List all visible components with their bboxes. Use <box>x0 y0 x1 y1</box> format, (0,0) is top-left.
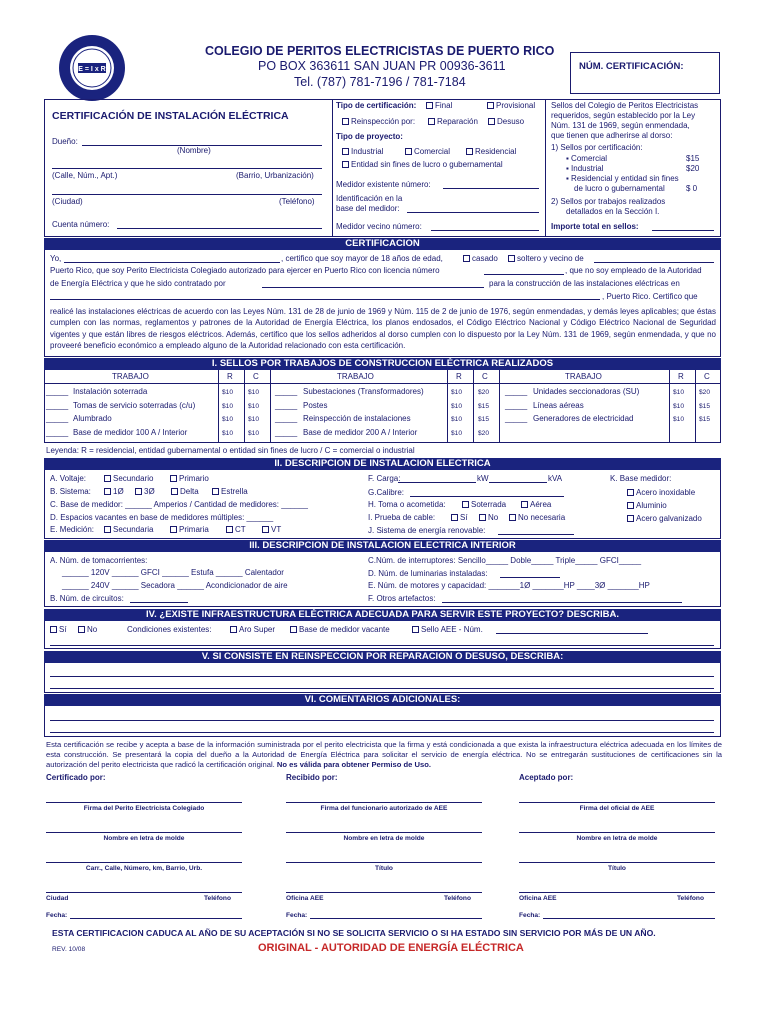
wye-label: Estrella <box>221 487 248 496</box>
cert-line3a: de Energía Eléctrica y que he sido contratado por <box>50 279 226 288</box>
work-item-c-price: $15 <box>478 416 490 423</box>
title-aee-official-field[interactable] <box>519 862 715 863</box>
work-item-r-price: $10 <box>451 389 463 396</box>
single-phase-checkbox[interactable] <box>104 488 111 495</box>
stamps-industrial: ▪ Industrial <box>566 164 604 173</box>
work-qty-field[interactable]: _____ <box>505 414 528 423</box>
final-label: Final <box>435 101 453 110</box>
contracted-by-field[interactable] <box>262 287 484 288</box>
work-item-r-price: $10 <box>451 402 463 410</box>
col3-c-header: C <box>704 372 710 381</box>
work-qty-field[interactable]: _____ <box>46 400 69 410</box>
print-name-aee-officer-field[interactable] <box>286 832 482 833</box>
delta-label: Delta <box>180 487 199 496</box>
renewable-field[interactable] <box>498 534 574 535</box>
accepted-by-label: Aceptado por: <box>519 773 574 782</box>
date-label: Fecha: <box>46 912 68 919</box>
gauge-field[interactable] <box>410 496 564 497</box>
reinspection-line-2[interactable] <box>50 688 714 689</box>
provisional-checkbox[interactable] <box>487 102 494 109</box>
stamps-residential-2: de lucro o gubernamental <box>574 184 665 193</box>
cert-body: realicé las instalaciones eléctricas de acuerdo con las Leyes Núm. 131 de 28 de junio de 1969 y Núm. 115 de 2 de junio de 1976, según enmendadas, y demás leyes aplicables; que éstas cumplen con las normas, reglamentos y patrones de la Autoridad de Energía Eléctrica, los planos endosados, el Código Eléctrico Nacional y Código Eléctrico Nacional de Seguridad vigentes y que están libres de riesgos eléctricos. Además, certifico que los sellos adheridos al dorso cumplen con lo dispuesto por la Ley Núm. 131 de 1969, según enmendada, y que no proveeré beneficio económico a empleado alguno de la Autoridad relacionado con esta certificación. <box>50 307 716 350</box>
primary-metering-label: Primaria <box>179 525 209 534</box>
motors-hp: HP <box>563 581 575 590</box>
voltage-label: A. Voltaje: <box>50 474 87 483</box>
reinspection-label: Reinspección por: <box>351 117 416 126</box>
phone-caption: (Teléfono) <box>279 197 315 206</box>
certification-heading: CERTIFICACION <box>44 238 721 250</box>
outlet-heater: Calentador <box>244 568 284 577</box>
stamps-line-4: que tienen que adherirse al dorso: <box>551 131 673 140</box>
aee-seal-checkbox[interactable] <box>412 626 419 633</box>
stamps-line-3: Núm. 131 de 1969, según enmendada, <box>551 121 690 130</box>
galvanized-checkbox[interactable] <box>627 515 634 522</box>
galvanized-label: Acero galvanizado <box>636 514 702 523</box>
print-name-aee-official-field[interactable] <box>519 832 715 833</box>
electrician-name-field[interactable] <box>64 262 280 263</box>
industrial-checkbox[interactable] <box>342 148 349 155</box>
repair-checkbox[interactable] <box>428 118 435 125</box>
kw-label: kW <box>477 474 489 483</box>
disclaimer-text: Esta certificación se recibe y acepta a base de la información suministrada por el perito electricista que la firma y está condicionada a que exista la infraestructura eléctrica adecuada en los límites de esta construcción. Se presentará la copia del dueño a la Autoridad de Energía Eléctrica para solicitar el servicio de energía eléctrica. No se entregarán sustituciones de certificaciones sin la autorización del perito electricista que radicó la certificación original. <box>46 740 722 769</box>
barrio-caption: (Barrio, Urbanización) <box>236 171 314 180</box>
meter-base-line: C. Base de medidor: ______ Amperios / Cantidad de medidores: ______ <box>50 500 308 509</box>
svg-text:E = I x R: E = I x R <box>78 66 106 73</box>
work-item-label: Tomas de servicio soterradas (c/u) <box>73 400 196 410</box>
cert-line4: , Puerto Rico. Certifico que <box>602 292 698 301</box>
location-field[interactable] <box>50 299 600 300</box>
work-item-r-price: $10 <box>222 389 234 396</box>
motors-3ph: 3Ø <box>594 581 606 590</box>
revision: REV. 10/08 <box>52 946 86 953</box>
work-item-r-price: $10 <box>451 416 463 423</box>
phone-caption: Teléfono <box>204 895 231 902</box>
circuits-field[interactable] <box>130 602 188 603</box>
comments-line-1[interactable] <box>50 720 714 721</box>
signature-perito-field[interactable] <box>46 802 242 803</box>
city-field[interactable] <box>52 194 322 195</box>
cable-test-yes-checkbox[interactable] <box>451 514 458 521</box>
section-3-heading: III. DESCRIPCION DE INSTALACION ELECTRICA INTERIOR <box>44 540 721 552</box>
outlet-ac: Acondicionador de aire <box>205 581 288 590</box>
existing-meter-field[interactable] <box>443 188 539 189</box>
original-copy-label: ORIGINAL - AUTORIDAD DE ENERGÍA ELÉCTRICA <box>258 942 524 954</box>
outlets-label: A. Núm. de tomacorrientes: <box>50 556 148 565</box>
underground-label: Soterrada <box>471 500 507 509</box>
work-item-label: Base de medidor 100 A / Interior <box>73 427 188 437</box>
expiry-notice: ESTA CERTIFICACION CADUCA AL AÑO DE SU ACEPTACIÓN SI NO SE SOLICITA SERVICIO O SI HA ESTADO SIN SERVICIO POR MÁS DE UN AÑO. <box>52 928 656 938</box>
reinspection-line-1[interactable] <box>50 676 714 677</box>
vt-label: VT <box>271 525 282 534</box>
neighbor-meter-field[interactable] <box>431 230 539 231</box>
col2-header: TRABAJO <box>337 372 374 381</box>
single-phase-label: 1Ø <box>113 487 124 496</box>
infra-no-label: No <box>87 625 98 634</box>
stamps-line-2: requeridos, según establecido por la Ley <box>551 111 696 120</box>
owner-name-caption: (Nombre) <box>177 146 211 155</box>
phone-caption: Teléfono <box>677 895 704 902</box>
stamps-residential-price: $ 0 <box>686 184 698 193</box>
work-item-c-price: $20 <box>478 389 490 396</box>
project-type-label: Tipo de proyecto: <box>336 132 403 141</box>
print-name-aee-official-caption: Nombre en letra de molde <box>576 835 658 842</box>
title-aee-officer-field[interactable] <box>286 862 482 863</box>
work-item-r-price: $10 <box>222 416 234 423</box>
org-tel: Tel. (787) 781-7196 / 781-7184 <box>294 75 466 89</box>
stamps-commercial-price: $15 <box>686 154 700 163</box>
three-phase-checkbox[interactable] <box>135 488 142 495</box>
section-6-heading: VI. COMENTARIOS ADICIONALES: <box>44 694 721 706</box>
work-qty-field[interactable]: _____ <box>275 414 298 423</box>
vacant-spaces-line: D. Espacios vacantes en base de medidores múltiples: ______ <box>50 513 274 522</box>
final-checkbox[interactable] <box>426 102 433 109</box>
secondary-metering-label: Secundaria <box>113 525 154 534</box>
nonprofit-checkbox[interactable] <box>342 161 349 168</box>
work-item-label: Unidades seccionadoras (SU) <box>533 387 640 396</box>
work-qty-field[interactable]: _____ <box>46 414 69 423</box>
col2-r-header: R <box>456 372 462 381</box>
col1-c-header: C <box>253 372 259 381</box>
motors-1ph: 1Ø <box>519 581 531 590</box>
work-item-r-price: $10 <box>222 402 234 410</box>
outlet-120v: 120V <box>90 568 110 577</box>
other-appliances-label: F. Otros artefactos: <box>368 594 436 603</box>
aro-super-checkbox[interactable] <box>230 626 237 633</box>
section-4-heading: IV. ¿EXISTE INFRAESTRUCTURA ELÉCTRICA ADECUADA PARA SERVIR ESTE PROYECTO? DESCRIBA. <box>44 609 721 621</box>
signature-aee-official-field[interactable] <box>519 802 715 803</box>
work-item-r-price: $10 <box>673 402 685 410</box>
disclaimer <box>46 740 722 770</box>
secondary-label: Secundario <box>113 474 154 483</box>
married-label: casado <box>472 254 498 263</box>
vt-checkbox[interactable] <box>262 526 269 533</box>
motors-hp-2: HP <box>638 581 650 590</box>
fixtures-field[interactable] <box>500 577 560 578</box>
cert-number-box[interactable] <box>570 52 720 94</box>
phone-caption: Teléfono <box>444 895 471 902</box>
ct-label: CT <box>235 525 246 534</box>
underground-checkbox[interactable] <box>462 501 469 508</box>
street-field[interactable] <box>52 168 322 169</box>
date-field[interactable] <box>70 918 242 919</box>
meter-id-label-2: base del medidor: <box>336 204 400 213</box>
print-name-perito-field[interactable] <box>46 832 242 833</box>
married-checkbox[interactable] <box>463 255 470 262</box>
city-office-field[interactable] <box>519 892 715 893</box>
reinspection-checkbox[interactable] <box>342 118 349 125</box>
section-5-heading: V. SI CONSISTE EN REINSPECCION POR REPARACION O DESUSO, DESCRIBA: <box>44 651 721 663</box>
aerial-label: Aérea <box>530 500 552 509</box>
primary-metering-checkbox[interactable] <box>170 526 177 533</box>
work-item-r-price: $10 <box>673 416 685 423</box>
signature-aee-officer-caption: Firma del funcionario autorizado de AEE <box>320 805 448 812</box>
work-item-r-price: $10 <box>451 429 463 437</box>
work-item-r-price: $10 <box>673 389 685 396</box>
disuse-label: Desuso <box>497 117 525 126</box>
section-2-heading: II. DESCRIPCION DE INSTALACION ELECTRICA <box>44 458 721 470</box>
city-caption: (Ciudad) <box>52 197 83 206</box>
street-caption: (Calle, Núm., Apt.) <box>52 171 118 180</box>
work-item-label: Alumbrado <box>73 414 112 423</box>
total-stamps-label: Importe total en sellos: <box>551 222 639 231</box>
certified-by-label: Certificado por: <box>46 773 106 782</box>
outlet-dryer: Secadora <box>140 581 175 590</box>
cert-line2a: Puerto Rico, que soy Perito Electricista Colegiado autorizado para ejercer en Puerto Rico con licencia número <box>50 266 440 275</box>
cert-age: , certifico que soy mayor de 18 años de edad, <box>281 254 443 263</box>
work-item-label: Instalación soterrada <box>73 387 148 396</box>
not-needed-checkbox[interactable] <box>509 514 516 521</box>
secondary-metering-checkbox[interactable] <box>104 526 111 533</box>
fixtures-label: D. Núm. de luminarias instaladas: <box>368 569 488 578</box>
work-qty-field[interactable]: _____ <box>275 427 298 437</box>
circuits-label: B. Núm. de circuitos: <box>50 594 124 603</box>
vacant-base-checkbox[interactable] <box>290 626 297 633</box>
vacant-base-label: Base de medidor vacante <box>299 625 390 634</box>
section-1-heading: I. SELLOS POR TRABAJOS DE CONSTRUCCION ELÉCTRICA REALIZADOS <box>44 358 721 370</box>
org-name: COLEGIO DE PERITOS ELECTRICISTAS DE PUERTO RICO <box>205 44 555 58</box>
total-stamps-field[interactable] <box>652 230 714 231</box>
stamps-line-works-2: detallados en la Sección I. <box>566 207 660 216</box>
meter-id-label-1: Identificación en la <box>336 194 403 203</box>
work-item-label: Generadores de electricidad <box>533 414 634 423</box>
title-aee-official-caption: Título <box>608 865 626 872</box>
system-label: B. Sistema: <box>50 487 91 496</box>
cert-type-label: Tipo de certificación: <box>336 101 417 110</box>
renewable-label: J. Sistema de energía renovable: <box>368 526 486 535</box>
ct-checkbox[interactable] <box>226 526 233 533</box>
outlet-240v: 240V <box>90 581 110 590</box>
date-field[interactable] <box>310 918 482 919</box>
col1-r-header: R <box>227 372 233 381</box>
address-perito-caption: Carr., Calle, Número, km, Barrio, Urb. <box>85 865 203 872</box>
work-item-c-price: $15 <box>699 402 711 410</box>
city-office-field[interactable] <box>46 892 242 893</box>
city-office-caption: Oficina AEE <box>519 895 557 902</box>
aee-seal-label: Sello AEE - Núm. <box>421 625 483 634</box>
work-item-c-price: $15 <box>478 402 490 410</box>
aee-seal-field[interactable] <box>496 633 648 634</box>
work-item-label: Base de medidor 200 A / Interior <box>303 427 418 437</box>
work-qty-field[interactable]: _____ <box>275 387 298 396</box>
neighbor-meter-label: Medidor vecino número: <box>336 222 422 231</box>
stainless-checkbox[interactable] <box>627 489 634 496</box>
work-qty-field[interactable]: _____ <box>275 400 298 410</box>
cable-test-no-label: No <box>488 513 499 522</box>
work-item-label: Postes <box>303 400 328 410</box>
work-item-c-price: $20 <box>478 429 490 437</box>
work-qty-field[interactable]: _____ <box>505 387 528 396</box>
meter-base-type-label: K. Base medidor: <box>610 474 672 483</box>
signature-aee-official-caption: Firma del oficial de AEE <box>579 805 655 812</box>
cert-yo: Yo, <box>50 254 62 263</box>
aluminum-label: Aluminio <box>636 501 667 510</box>
print-name-aee-officer-caption: Nombre en letra de molde <box>343 835 425 842</box>
single-label: soltero y vecino de <box>517 254 584 263</box>
cable-test-no-checkbox[interactable] <box>479 514 486 521</box>
service-drop-label: H. Toma o acometida: <box>368 500 446 509</box>
infra-yes-checkbox[interactable] <box>50 626 57 633</box>
meter-id-field[interactable] <box>407 212 539 213</box>
work-item-c-price: $10 <box>248 402 260 410</box>
print-name-perito-caption: Nombre en letra de molde <box>103 835 185 842</box>
work-item-r-price: $10 <box>222 429 234 437</box>
existing-meter-label: Medidor existente número: <box>336 180 431 189</box>
stamps-commercial: ▪ Comercial <box>566 154 608 163</box>
wye-checkbox[interactable] <box>212 488 219 495</box>
industrial-label: Industrial <box>351 147 384 156</box>
kva-label: kVA <box>548 474 563 483</box>
load-kva-field[interactable] <box>489 482 547 483</box>
primary-checkbox[interactable] <box>170 475 177 482</box>
cable-test-label: I. Prueba de cable: <box>368 513 436 522</box>
col2-c-header: C <box>482 372 488 381</box>
stainless-label: Acero inoxidable <box>636 488 696 497</box>
comments-line-2[interactable] <box>50 732 714 733</box>
switch-triple: Triple <box>555 556 576 565</box>
city-office-caption: Oficina AEE <box>286 895 324 902</box>
switch-double: Doble <box>510 556 532 565</box>
signature-aee-officer-field[interactable] <box>286 802 482 803</box>
signature-perito-caption: Firma del Perito Electricista Colegiado <box>83 805 205 812</box>
nonprofit-label: Entidad sin fines de lucro o gubernamental <box>351 160 503 169</box>
residential-checkbox[interactable] <box>466 148 473 155</box>
provisional-label: Provisional <box>496 101 536 110</box>
delta-checkbox[interactable] <box>171 488 178 495</box>
aro-super-label: Aro Super <box>239 625 276 634</box>
residential-label: Residencial <box>475 147 517 156</box>
repair-label: Reparación <box>437 117 478 126</box>
work-item-label: Reinspección de instalaciones <box>303 414 411 423</box>
aerial-checkbox[interactable] <box>521 501 528 508</box>
load-kw-field[interactable] <box>398 482 476 483</box>
stamps-line-works: 2) Sellos por trabajos realizados <box>551 197 666 206</box>
cable-test-yes-label: Sí <box>460 513 468 522</box>
commercial-checkbox[interactable] <box>405 148 412 155</box>
switch-gfci: GFCI <box>599 556 619 565</box>
stamps-residential: ▪ Residencial y entidad sin fines <box>566 174 679 183</box>
residence-field[interactable] <box>594 262 714 263</box>
account-label: Cuenta número: <box>52 220 110 229</box>
account-field[interactable] <box>117 228 322 229</box>
work-qty-field[interactable]: _____ <box>46 427 69 437</box>
owner-label: Dueño: <box>52 137 78 146</box>
work-item-c-price: $15 <box>699 416 711 423</box>
outlet-gfci: GFCI <box>140 568 160 577</box>
work-item-label: Líneas aéreas <box>533 400 584 410</box>
outlet-stove: Estufa <box>191 568 214 577</box>
date-label: Fecha: <box>286 912 308 919</box>
infra-no-checkbox[interactable] <box>78 626 85 633</box>
col3-r-header: R <box>678 372 684 381</box>
aluminum-checkbox[interactable] <box>627 502 634 509</box>
stamps-industrial-price: $20 <box>686 164 700 173</box>
address-perito-field[interactable] <box>46 862 242 863</box>
other-appliances-field[interactable] <box>442 602 682 603</box>
three-phase-label: 3Ø <box>144 487 155 496</box>
gauge-label: G.Calibre: <box>368 488 405 497</box>
existing-conditions-label: Condiciones existentes: <box>127 625 212 634</box>
work-item-c-price: $10 <box>248 416 260 423</box>
single-checkbox[interactable] <box>508 255 515 262</box>
work-qty-field[interactable]: _____ <box>505 400 528 410</box>
city-office-field[interactable] <box>286 892 482 893</box>
cert-number-label: NÚM. CERTIFICACIÓN: <box>579 61 684 72</box>
not-needed-label: No necesaria <box>518 513 566 522</box>
license-field[interactable] <box>484 274 564 275</box>
disuse-checkbox[interactable] <box>488 118 495 125</box>
commercial-label: Comercial <box>414 147 451 156</box>
stamps-line-5: 1) Sellos por certificación: <box>551 143 643 152</box>
legend: Leyenda: R = residencial, entidad gubernamental o entidad sin fines de lucro / C = comercial o industrial <box>46 446 415 455</box>
stamps-line-1: Sellos del Colegio de Peritos Electricistas <box>551 101 699 110</box>
form-title: CERTIFICACIÓN DE INSTALACIÓN ELÉCTRICA <box>52 110 289 122</box>
metering-label: E. Medición: <box>50 525 95 534</box>
received-by-label: Recibido por: <box>286 773 338 782</box>
work-item-c-price: $20 <box>699 389 711 396</box>
work-item-label: Subestaciones (Transformadores) <box>303 387 424 396</box>
secondary-checkbox[interactable] <box>104 475 111 482</box>
work-item-c-price: $10 <box>248 429 260 437</box>
infra-description-field[interactable] <box>50 645 714 646</box>
cert-line2b: , que no soy empleado de la Autoridad <box>565 266 702 275</box>
city-office-caption: Ciudad <box>46 895 69 902</box>
date-label: Fecha: <box>519 912 541 919</box>
disclaimer-bold: No es válida para obtener Permiso de Uso. <box>276 760 431 769</box>
seal-logo <box>58 34 126 102</box>
col3-header: TRABAJO <box>565 372 602 381</box>
load-label: F. Carga: <box>368 474 401 483</box>
motors-label: E. Núm. de motores y capacidad: <box>368 581 487 590</box>
work-item-c-price: $10 <box>248 389 260 396</box>
primary-label: Primario <box>179 474 209 483</box>
date-field[interactable] <box>543 918 715 919</box>
col1-header: TRABAJO <box>112 372 149 381</box>
switches-label: C.Núm. de interruptores: Sencillo <box>368 556 486 565</box>
org-address: PO BOX 363611 SAN JUAN PR 00936-3611 <box>258 59 506 73</box>
title-aee-officer-caption: Título <box>375 865 393 872</box>
work-qty-field[interactable]: _____ <box>46 387 69 396</box>
infra-yes-label: Sí <box>59 625 67 634</box>
cert-line3b: para la construcción de las instalaciones eléctricas en <box>489 279 680 288</box>
